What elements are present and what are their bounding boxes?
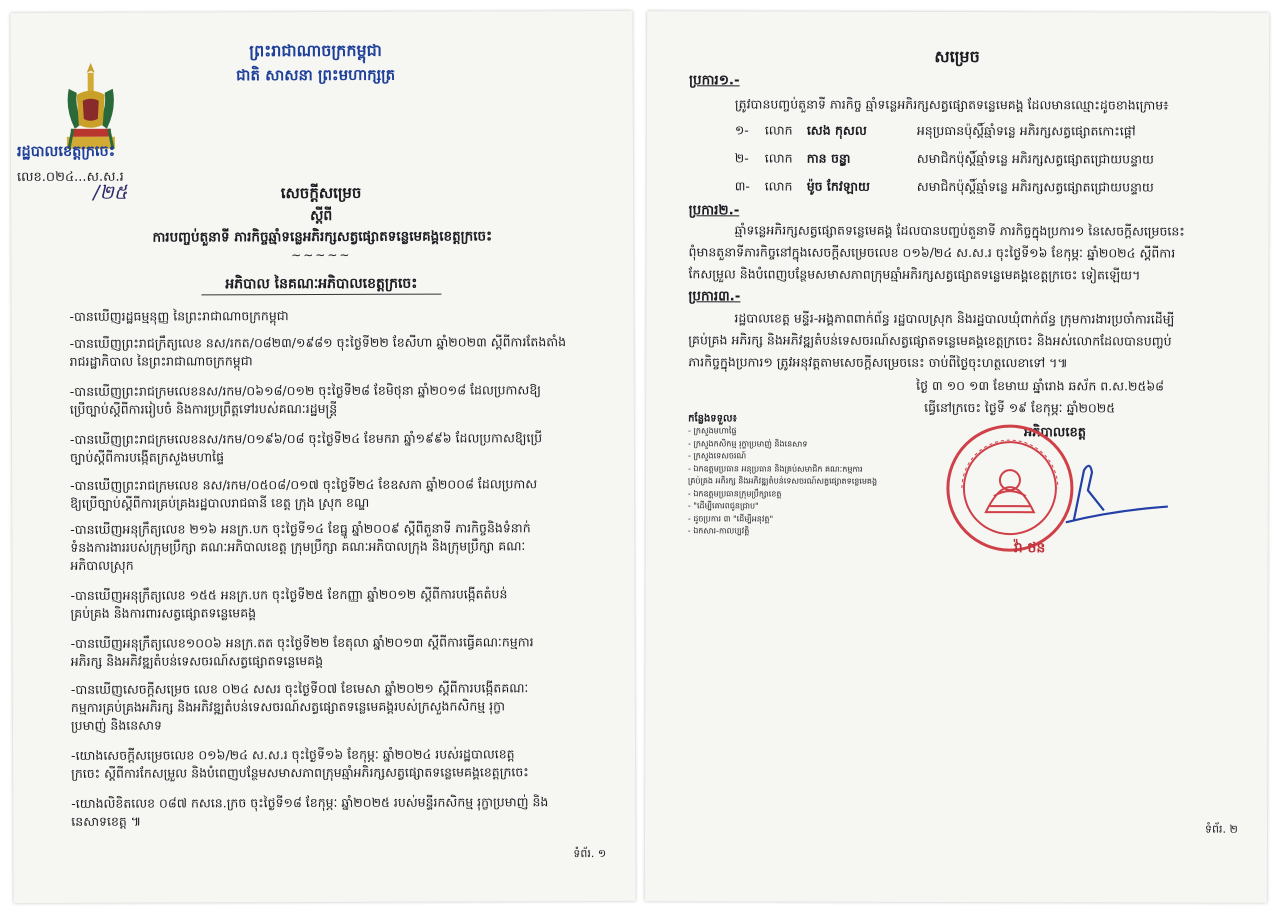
preamble-item-2: -បានឃើញព្រះរាជក្រឹត្យលេខ នស/រកត/០៨២៣/១៩៨១ ចុះថ្ងៃទី២២ ខែសីហា ឆ្នាំ២០២៣ ស្តីពីការតែងតាំង រាជរដ្ឋាភិបាល នៃព្រះរាជាណាចក្រកម្ពុជា — [69, 334, 567, 369]
decision-heading: សម្រេច — [934, 46, 980, 67]
province-administration: រដ្ឋបាលខេត្តក្រចេះ — [16, 143, 116, 161]
recipient-item: - ក្រសួងមហាផ្ទៃ — [688, 426, 737, 436]
document-page-2 — [645, 11, 1269, 903]
preamble-item-8: -បានឃើញអនុក្រឹត្យលេខ១០០៦ អនក្រ.តត ចុះថ្ងៃទី២២ ខែតុលា ឆ្នាំ២០១៣ ស្តីពីការធ្វើគណៈកម្មការ អភិរក្ស និងអភិវឌ្ឍតំបន់ទេសចរណ៍សត្វផ្សោតទន្លេមេគង្គ — [70, 634, 534, 669]
recipients-list — [688, 425, 988, 538]
member-row-3: ៣- លោក ម៉ូច កែវឡាយ សមាជិកប៉ុស្តិ៍ឆ្មាំទន្លេ អភិរក្សសត្វផ្សោតជ្រោយបន្ទាយ — [734, 178, 1154, 195]
about-label: ស្តីពី — [310, 207, 333, 225]
preamble-item-3: -បានឃើញព្រះរាជក្រមលេខនស/រកម/០៦១៨/០១២ ចុះថ្ងៃទី២៨ ខែមិថុនា ឆ្នាំ២០១៨ ដែលប្រកាសឱ្យ ប្រើច្បាប់ស្តីពីការរៀបចំ និងការប្រព្រឹត្តទៅរបស់គណៈរដ្ឋមន្ត្រី — [69, 382, 542, 417]
document-subject: ការបញ្ចប់តួនាទី ភារកិច្ចឆ្មាំទន្លេអភិរក្សសត្វផ្សោតទន្លេមេគង្គខេត្តក្រចេះ — [152, 228, 493, 246]
member-row-1: ១- លោក សេង កុសល អនុប្រធានប៉ុស្តិ៍ឆ្មាំទន្លេ អភិរក្សសត្វផ្សោតកោះផ្ដៅ — [734, 122, 1136, 139]
recipient-item: - ក្រសួងកសិកម្ម រុក្ខាប្រមាញ់ និងនេសាទ — [688, 438, 808, 449]
article-2-text: ឆ្មាំទន្លេអភិរក្សសត្វផ្សោតទន្លេមេគង្គ ដែលបានបញ្ចប់តួនាទី ភារកិច្ចក្នុងប្រការ១ នៃសេចក្តីសម្រេចនេះ ពុំមានតួនាទីភារកិច្ចនៅក្នុងសេចក្តីសម្រេចលេខ ០១៦/២៤ ស.ស.រ ចុះថ្ងៃទី១៦ ខែកុម្ភៈ ឆ្នាំ២០២៤ ស្តីពីការ កែសម្រួល និងបំពេញបន្ថែមសមាសភាពក្រុមឆ្មាំអភិរក្សសត្វផ្សោតទន្លេមេគង្គខេត្តក្រចេះ ទៀតឡើយ។ — [688, 222, 1185, 283]
article-1-label: ប្រការ១.- — [688, 72, 740, 89]
document-page-1 — [10, 11, 635, 903]
recipients-heading: កន្លែងទទួល៖ — [688, 413, 737, 425]
handwritten-signature — [1054, 450, 1174, 530]
recipient-item: - ក្រសួងទេសចរណ៍ — [687, 451, 747, 461]
authority-underline — [201, 294, 441, 296]
recipient-item: គ្រប់គ្រង អភិរក្ស និងអភិវឌ្ឍតំបន់ទេសចរណ៍សត្វផ្សោតទន្លេមេគង្គ — [687, 476, 878, 486]
article-3-text: រដ្ឋបាលខេត្ត មន្ទីរ-អង្គភាពពាក់ព័ន្ធ រដ្ឋបាលស្រុក និងរដ្ឋបាលឃុំពាក់ព័ន្ធ ក្រុមការងារប្រចាំការដើម្បី គ្រប់គ្រង អភិរក្ស និងអភិវឌ្ឍតំបន់ទេសចរណ៍សត្វផ្សោតទន្លេមេគង្គខេត្តក្រចេះ និងអស់លោកដែលបានបញ្ចប់ ភារកិច្ចក្នុងប្រការ១ ត្រូវអនុវត្តតាមសេចក្តីសម្រេចនេះ ចាប់ពីថ្ងៃចុះហត្ថលេខាទៅ ។៕ — [688, 310, 1175, 371]
national-motto: ជាតិ សាសនា ព្រះមហាក្សត្រ — [236, 65, 396, 85]
recipient-item: - ឯកឧត្តមប្រធានក្រុមប្រឹក្សាខេត្ត — [687, 488, 782, 499]
page-number-1: ទំព័រ. ១ — [573, 847, 607, 861]
preamble-item-6: -បានឃើញអនុក្រឹត្យលេខ ២១៦ អនក្រ.បក ចុះថ្ងៃទី១៤ ខែធ្នូ ឆ្នាំ២០០៩ ស្តីពីតួនាទី ភារកិច្ចនិងទំនាក់ ទំនងការងាររបស់ក្រុមប្រឹក្សា គណៈអភិបាលខេត្ត ក្រុមប្រឹក្សា គណៈអភិបាលក្រុង និងក្រុមប្រឹក្សា គណៈ អភិបាលស្រុក — [70, 520, 531, 573]
preamble-item-10: -យោងសេចក្តីសម្រេចលេខ ០១៦/២៤ ស.ស.រ ចុះថ្ងៃទី១៦ ខែកុម្ភៈ ឆ្នាំ២០២៤ របស់រដ្ឋបាលខេត្ត ក្រចេះ ស្តីពីការកែសម្រួល និងបំពេញបន្ថែមសមាសភាពក្រុមឆ្មាំអភិរក្សសត្វផ្សោតទន្លេមេគង្គខេត្តក្រចេះ — [71, 746, 529, 781]
recipient-item: - ដូចប្រការ ៣ "ដើម្បីអនុវត្ត" — [687, 513, 774, 524]
reference-handwritten: /២៥ — [93, 181, 128, 204]
recipient-item: - "ដើម្បីគោរពជូនជ្រាប" — [687, 501, 759, 511]
lunar-date: ថ្ងៃ ៣ ១០ ១៣ ខែមាឃ ឆ្នាំរោង ឆស័ក ព.ស.២៥៦៨ — [916, 377, 1165, 394]
kingdom-title: ព្រះរាជាណាចក្រកម្ពុជា — [249, 40, 382, 61]
place-and-date: ធ្វើនៅក្រចេះ ថ្ងៃទី ១៩ ខែកុម្ភៈ ឆ្នាំ២០២៥ — [924, 399, 1116, 416]
issuing-authority: អភិបាល នៃគណៈអភិបាលខេត្តក្រចេះ — [225, 275, 418, 293]
preamble-item-7: -បានឃើញអនុក្រឹត្យលេខ ១៥៥ អនក្រ.បក ចុះថ្ងៃទី២៥ ខែកញ្ញា ឆ្នាំ២០១២ ស្តីពីការបង្កើតតំបន់ គ្រប់គ្រង និងការពារសត្វផ្សោតទន្លេមេគង្គ — [70, 586, 508, 621]
preamble-item-11: -យោងលិខិតលេខ ០៨៧ កសនេ.ក្រច ចុះថ្ងៃទី១៨ ខែកុម្ភៈ ឆ្នាំ២០២៥ របស់មន្ទីរកសិកម្ម រុក្ខាប្រមាញ់ និង នេសាទខេត្ត ៕ — [71, 794, 549, 829]
reference-number: លេខ.០២៤...ស.ស.រ — [16, 169, 124, 186]
page-number-2: ទំព័រ. ២ — [1205, 822, 1238, 836]
article-2-label: ប្រការ២.- — [688, 202, 740, 219]
preamble-item-1: -បានឃើញរដ្ឋធម្មនុញ្ញ នៃព្រះរាជាណាចក្រកម្ពុជា — [69, 308, 289, 324]
recipient-item: - ឯកឧត្តមប្រធាន អនុប្រធាន និងគ្រប់សមាជិក គណៈកម្មការ — [687, 463, 863, 474]
recipient-item: - ឯកសារ-កាលប្បវត្តិ — [687, 526, 750, 536]
signer-title: អភិបាលខេត្ត — [1024, 425, 1086, 441]
article-3-label: ប្រការ៣.- — [688, 288, 741, 305]
article-1-intro: ត្រូវបានបញ្ចប់តួនាទី ភារកិច្ច ឆ្មាំទន្លេអភិរក្សសត្វផ្សោតទន្លេមេគង្គ ដែលមានឈ្មោះដូចខាងក្រោម៖ — [734, 96, 1169, 113]
signer-name: វ៉ា ថន — [1013, 540, 1046, 557]
preamble-item-4: -បានឃើញព្រះរាជក្រមលេខនស/រកម/០១៩៦/០៨ ចុះថ្ងៃទី២៤ ខែមករា ឆ្នាំ១៩៩៦ ដែលប្រកាសឱ្យប្រើ ច្បាប់ស្តីពីការបង្កើតក្រសួងមហាផ្ទៃ — [69, 430, 543, 465]
ornamental-separator: ~~~~~ — [291, 247, 352, 263]
preamble-item-9: -បានឃើញសេចក្តីសម្រេច លេខ ០២៤ សសរ ចុះថ្ងៃទី០៧ ខែមេសា ឆ្នាំ២០២១ ស្តីពីការបង្កើតគណៈ កម្មការគ្រប់គ្រងអភិរក្ស និងអភិវឌ្ឍតំបន់ទេសចរណ៍សត្វផ្សោតទន្លេមេគង្គរបស់ក្រសួងកសិកម្ម រុក្ខា ប្រមាញ់ និងនេសាទ — [70, 680, 529, 733]
document-type-title: សេចក្តីសម្រេច — [280, 183, 362, 203]
preamble-item-5: -បានឃើញព្រះរាជក្រមលេខ នស/រកម/០៥០៨/០១៧ ចុះថ្ងៃទី២៤ ខែឧសភា ឆ្នាំ២០០៨ ដែលប្រកាស ឱ្យប្រើច្បាប់ស្តីពីការគ្រប់គ្រងរដ្ឋបាលរាជធានី ខេត្ត ក្រុង ស្រុក ខណ្ឌ — [70, 476, 538, 511]
royal-coat-of-arms-emblem — [61, 59, 121, 153]
member-row-2: ២- លោក កាន ចន្ធ្លា សមាជិកប៉ុស្តិ៍ឆ្មាំទន្លេ អភិរក្សសត្វផ្សោតជ្រោយបន្ទាយ — [734, 150, 1154, 167]
